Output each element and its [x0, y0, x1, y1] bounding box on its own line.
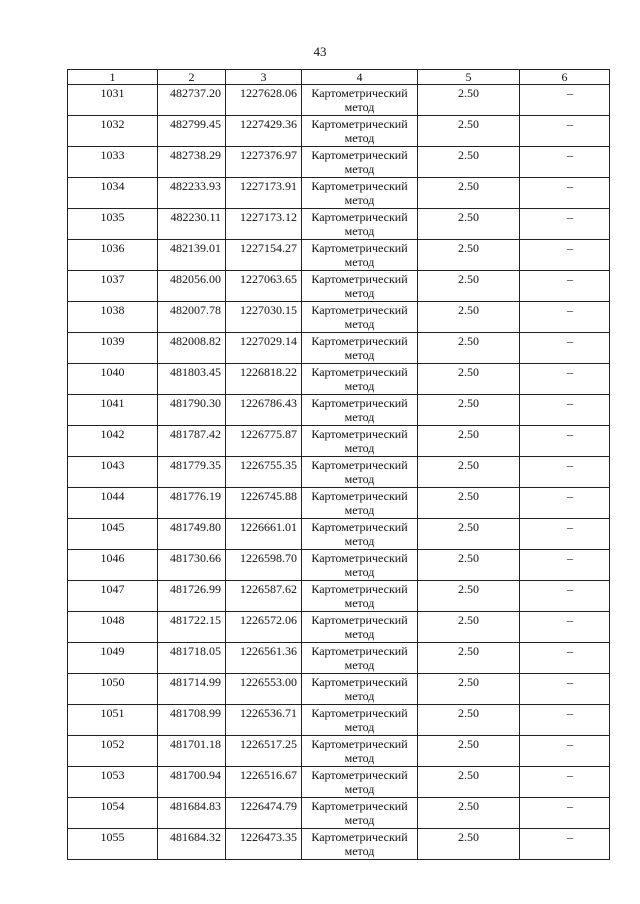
accuracy-cell: 2.50	[418, 333, 520, 364]
table-row	[68, 550, 610, 581]
table-row	[68, 612, 610, 643]
table-row	[68, 271, 610, 302]
note-cell: –	[520, 178, 610, 209]
method-cell: Картометрический метод	[302, 209, 418, 240]
point-number-cell: 1037	[68, 271, 158, 302]
point-number-cell: 1044	[68, 488, 158, 519]
table-row	[68, 116, 610, 147]
table-row	[68, 767, 610, 798]
y-coordinate-cell: 1226661.01	[226, 519, 302, 550]
method-cell: Картометрический метод	[302, 767, 418, 798]
y-coordinate-cell: 1227628.06	[226, 85, 302, 116]
x-coordinate-cell: 481684.83	[158, 798, 226, 829]
x-coordinate-cell: 482799.45	[158, 116, 226, 147]
method-cell: Картометрический метод	[302, 581, 418, 612]
accuracy-cell: 2.50	[418, 550, 520, 581]
x-coordinate-cell: 482230.11	[158, 209, 226, 240]
point-number-cell: 1038	[68, 302, 158, 333]
accuracy-cell: 2.50	[418, 395, 520, 426]
column-header: 2	[158, 70, 226, 85]
y-coordinate-cell: 1226818.22	[226, 364, 302, 395]
y-coordinate-cell: 1226561.36	[226, 643, 302, 674]
table-row	[68, 85, 610, 116]
accuracy-cell: 2.50	[418, 581, 520, 612]
note-cell: –	[520, 426, 610, 457]
point-number-cell: 1040	[68, 364, 158, 395]
accuracy-cell: 2.50	[418, 271, 520, 302]
y-coordinate-cell: 1226553.00	[226, 674, 302, 705]
accuracy-cell: 2.50	[418, 85, 520, 116]
accuracy-cell: 2.50	[418, 736, 520, 767]
table-row	[68, 798, 610, 829]
coordinates-table	[67, 69, 610, 860]
x-coordinate-cell: 481722.15	[158, 612, 226, 643]
point-number-cell: 1046	[68, 550, 158, 581]
accuracy-cell: 2.50	[418, 240, 520, 271]
accuracy-cell: 2.50	[418, 674, 520, 705]
method-cell: Картометрический метод	[302, 426, 418, 457]
note-cell: –	[520, 612, 610, 643]
method-cell: Картометрический метод	[302, 798, 418, 829]
y-coordinate-cell: 1226598.70	[226, 550, 302, 581]
y-coordinate-cell: 1227376.97	[226, 147, 302, 178]
y-coordinate-cell: 1226516.67	[226, 767, 302, 798]
y-coordinate-cell: 1227173.91	[226, 178, 302, 209]
point-number-cell: 1031	[68, 85, 158, 116]
note-cell: –	[520, 643, 610, 674]
table-row	[68, 488, 610, 519]
note-cell: –	[520, 488, 610, 519]
method-cell: Картометрический метод	[302, 302, 418, 333]
table-row	[68, 643, 610, 674]
accuracy-cell: 2.50	[418, 767, 520, 798]
accuracy-cell: 2.50	[418, 209, 520, 240]
y-coordinate-cell: 1226786.43	[226, 395, 302, 426]
x-coordinate-cell: 481684.32	[158, 829, 226, 860]
accuracy-cell: 2.50	[418, 364, 520, 395]
method-cell: Картометрический метод	[302, 488, 418, 519]
note-cell: –	[520, 302, 610, 333]
note-cell: –	[520, 736, 610, 767]
note-cell: –	[520, 271, 610, 302]
method-cell: Картометрический метод	[302, 643, 418, 674]
x-coordinate-cell: 481700.94	[158, 767, 226, 798]
method-cell: Картометрический метод	[302, 519, 418, 550]
y-coordinate-cell: 1226474.79	[226, 798, 302, 829]
accuracy-cell: 2.50	[418, 798, 520, 829]
x-coordinate-cell: 481779.35	[158, 457, 226, 488]
y-coordinate-cell: 1226517.25	[226, 736, 302, 767]
y-coordinate-cell: 1227063.65	[226, 271, 302, 302]
x-coordinate-cell: 482139.01	[158, 240, 226, 271]
y-coordinate-cell: 1226536.71	[226, 705, 302, 736]
x-coordinate-cell: 482738.29	[158, 147, 226, 178]
table-row	[68, 147, 610, 178]
method-cell: Картометрический метод	[302, 147, 418, 178]
accuracy-cell: 2.50	[418, 488, 520, 519]
point-number-cell: 1036	[68, 240, 158, 271]
x-coordinate-cell: 481790.30	[158, 395, 226, 426]
column-header: 6	[520, 70, 610, 85]
method-cell: Картометрический метод	[302, 457, 418, 488]
x-coordinate-cell: 481749.80	[158, 519, 226, 550]
note-cell: –	[520, 550, 610, 581]
point-number-cell: 1051	[68, 705, 158, 736]
table-row	[68, 302, 610, 333]
method-cell: Картометрический метод	[302, 829, 418, 860]
note-cell: –	[520, 829, 610, 860]
table-row	[68, 209, 610, 240]
y-coordinate-cell: 1226755.35	[226, 457, 302, 488]
x-coordinate-cell: 482737.20	[158, 85, 226, 116]
table-row	[68, 457, 610, 488]
note-cell: –	[520, 705, 610, 736]
y-coordinate-cell: 1227429.36	[226, 116, 302, 147]
method-cell: Картометрический метод	[302, 333, 418, 364]
note-cell: –	[520, 674, 610, 705]
point-number-cell: 1048	[68, 612, 158, 643]
y-coordinate-cell: 1227029.14	[226, 333, 302, 364]
point-number-cell: 1043	[68, 457, 158, 488]
table-body	[68, 85, 610, 860]
point-number-cell: 1033	[68, 147, 158, 178]
table-row	[68, 581, 610, 612]
accuracy-cell: 2.50	[418, 457, 520, 488]
accuracy-cell: 2.50	[418, 519, 520, 550]
table-row	[68, 519, 610, 550]
point-number-cell: 1053	[68, 767, 158, 798]
y-coordinate-cell: 1226473.35	[226, 829, 302, 860]
table-row	[68, 333, 610, 364]
table-row	[68, 364, 610, 395]
y-coordinate-cell: 1227030.15	[226, 302, 302, 333]
y-coordinate-cell: 1227173.12	[226, 209, 302, 240]
point-number-cell: 1047	[68, 581, 158, 612]
accuracy-cell: 2.50	[418, 178, 520, 209]
method-cell: Картометрический метод	[302, 116, 418, 147]
point-number-cell: 1041	[68, 395, 158, 426]
y-coordinate-cell: 1226775.87	[226, 426, 302, 457]
note-cell: –	[520, 581, 610, 612]
method-cell: Картометрический метод	[302, 674, 418, 705]
point-number-cell: 1050	[68, 674, 158, 705]
note-cell: –	[520, 116, 610, 147]
accuracy-cell: 2.50	[418, 612, 520, 643]
x-coordinate-cell: 482008.82	[158, 333, 226, 364]
point-number-cell: 1034	[68, 178, 158, 209]
table-row	[68, 705, 610, 736]
table-row	[68, 395, 610, 426]
table-row	[68, 426, 610, 457]
point-number-cell: 1054	[68, 798, 158, 829]
point-number-cell: 1049	[68, 643, 158, 674]
x-coordinate-cell: 481708.99	[158, 705, 226, 736]
note-cell: –	[520, 85, 610, 116]
note-cell: –	[520, 767, 610, 798]
accuracy-cell: 2.50	[418, 116, 520, 147]
table-row	[68, 178, 610, 209]
point-number-cell: 1035	[68, 209, 158, 240]
method-cell: Картометрический метод	[302, 85, 418, 116]
column-header: 5	[418, 70, 520, 85]
note-cell: –	[520, 395, 610, 426]
x-coordinate-cell: 481787.42	[158, 426, 226, 457]
note-cell: –	[520, 798, 610, 829]
accuracy-cell: 2.50	[418, 829, 520, 860]
table-header-row	[68, 70, 610, 85]
note-cell: –	[520, 240, 610, 271]
note-cell: –	[520, 519, 610, 550]
method-cell: Картометрический метод	[302, 705, 418, 736]
page-number: 43	[313, 44, 327, 59]
table-row	[68, 240, 610, 271]
point-number-cell: 1052	[68, 736, 158, 767]
table-row	[68, 829, 610, 860]
accuracy-cell: 2.50	[418, 147, 520, 178]
y-coordinate-cell: 1226572.06	[226, 612, 302, 643]
accuracy-cell: 2.50	[418, 426, 520, 457]
x-coordinate-cell: 481714.99	[158, 674, 226, 705]
note-cell: –	[520, 209, 610, 240]
accuracy-cell: 2.50	[418, 643, 520, 674]
method-cell: Картометрический метод	[302, 395, 418, 426]
table-row	[68, 674, 610, 705]
column-header: 1	[68, 70, 158, 85]
note-cell: –	[520, 364, 610, 395]
column-header: 4	[302, 70, 418, 85]
accuracy-cell: 2.50	[418, 302, 520, 333]
x-coordinate-cell: 482007.78	[158, 302, 226, 333]
point-number-cell: 1042	[68, 426, 158, 457]
table-row	[68, 736, 610, 767]
x-coordinate-cell: 481776.19	[158, 488, 226, 519]
method-cell: Картометрический метод	[302, 271, 418, 302]
method-cell: Картометрический метод	[302, 612, 418, 643]
x-coordinate-cell: 481730.66	[158, 550, 226, 581]
method-cell: Картометрический метод	[302, 364, 418, 395]
note-cell: –	[520, 333, 610, 364]
point-number-cell: 1045	[68, 519, 158, 550]
y-coordinate-cell: 1227154.27	[226, 240, 302, 271]
method-cell: Картометрический метод	[302, 240, 418, 271]
y-coordinate-cell: 1226745.88	[226, 488, 302, 519]
note-cell: –	[520, 457, 610, 488]
column-header: 3	[226, 70, 302, 85]
y-coordinate-cell: 1226587.62	[226, 581, 302, 612]
point-number-cell: 1039	[68, 333, 158, 364]
x-coordinate-cell: 482056.00	[158, 271, 226, 302]
method-cell: Картометрический метод	[302, 736, 418, 767]
method-cell: Картометрический метод	[302, 178, 418, 209]
x-coordinate-cell: 481726.99	[158, 581, 226, 612]
x-coordinate-cell: 481701.18	[158, 736, 226, 767]
point-number-cell: 1032	[68, 116, 158, 147]
note-cell: –	[520, 147, 610, 178]
method-cell: Картометрический метод	[302, 550, 418, 581]
x-coordinate-cell: 481803.45	[158, 364, 226, 395]
x-coordinate-cell: 481718.05	[158, 643, 226, 674]
point-number-cell: 1055	[68, 829, 158, 860]
x-coordinate-cell: 482233.93	[158, 178, 226, 209]
accuracy-cell: 2.50	[418, 705, 520, 736]
